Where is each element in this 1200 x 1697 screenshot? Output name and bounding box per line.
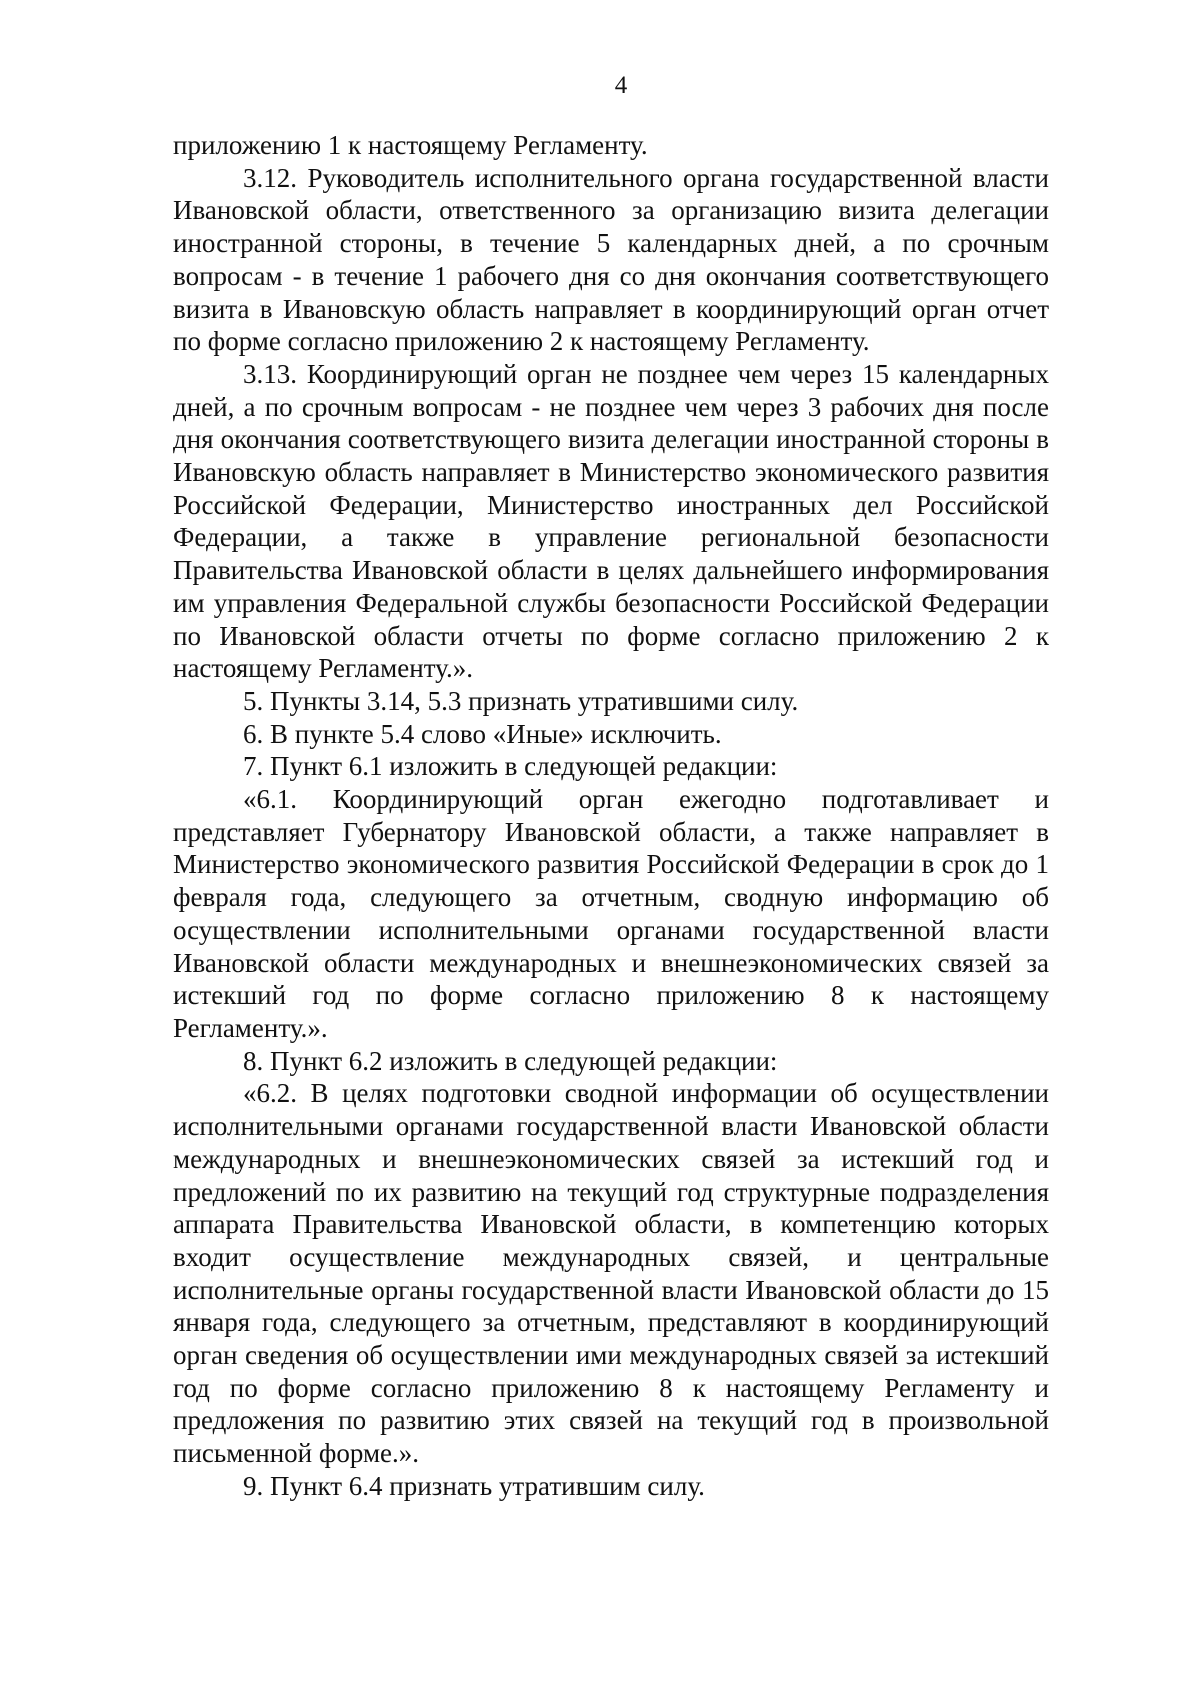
page-number: 4 [614,72,628,99]
paragraph-item-5: 5. Пункты 3.14, 5.3 признать утратившими силу. [243,685,799,716]
paragraph-item-8: 8. Пункт 6.2 изложить в следующей редакции: [243,1045,778,1076]
paragraph-item-7: 7. Пункт 6.1 изложить в следующей редакции: [243,751,778,782]
document-body [173,129,1049,1503]
paragraph-6-1: «6.1. Координирующий орган ежегодно подготавливает и представляет Губернатору Ивановской области, а также направляет в Министерство экономического развития Российской Федерации в срок до 1 февраля года, следующего за отчетным, сводную информацию об осуществлении исполнительными органами государственной власти Ивановской области международных и внешнеэкономических связей за истекший год по форме согласно приложению 8 к настоящему Регламенту.». [173,784,1049,1043]
paragraph-6-2: «6.2. В целях подготовки сводной информации об осуществлении исполнительными органами государственной власти Ивановской области международных и внешнеэкономических связей за истекший год и предложений по их развитию на текущий год структурные подразделения аппарата Правительства Ивановской области, в компетенцию которых входит осуществление международных связей, и центральные исполнительные органы государственной власти Ивановской области до 15 января года, следующего за отчетным, представляют в координирующий орган сведения об осуществлении ими международных связей за истекший год по форме согласно приложению 8 к настоящему Регламенту и предложения по развитию этих связей на текущий год в произвольной письменной форме.». [173,1078,1049,1469]
paragraph-item-6: 6. В пункте 5.4 слово «Иные» исключить. [243,718,722,749]
paragraph-3-13: 3.13. Координирующий орган не позднее чем через 15 календарных дней, а по срочным вопросам - не позднее чем через 3 рабочих дня после дня окончания соответствующего визита делегации иностранной стороны в Ивановскую область направляет в Министерство экономического развития Российской Федерации, Министерство иностранных дел Российской Федерации, а также в управление региональной безопасности Правительства Ивановской области в целях дальнейшего информирования им управления Федеральной службы безопасности Российской Федерации по Ивановской области отчеты по форме согласно приложению 2 к настоящему Регламенту.». [173,358,1049,684]
paragraph-continuation: приложению 1 к настоящему Регламенту. [173,130,648,160]
paragraph-3-12: 3.12. Руководитель исполнительного органа государственной власти Ивановской области, ответственного за организацию визита делегации иностранной стороны, в течение 5 календарных дней, а по срочным вопросам - в течение 1 рабочего дня со дня окончания соответствующего визита в Ивановскую область направляет в координирующий орган отчет по форме согласно приложению 2 к настоящему Регламенту. [173,162,1049,357]
paragraph-item-9: 9. Пункт 6.4 признать утратившим силу. [243,1470,705,1501]
